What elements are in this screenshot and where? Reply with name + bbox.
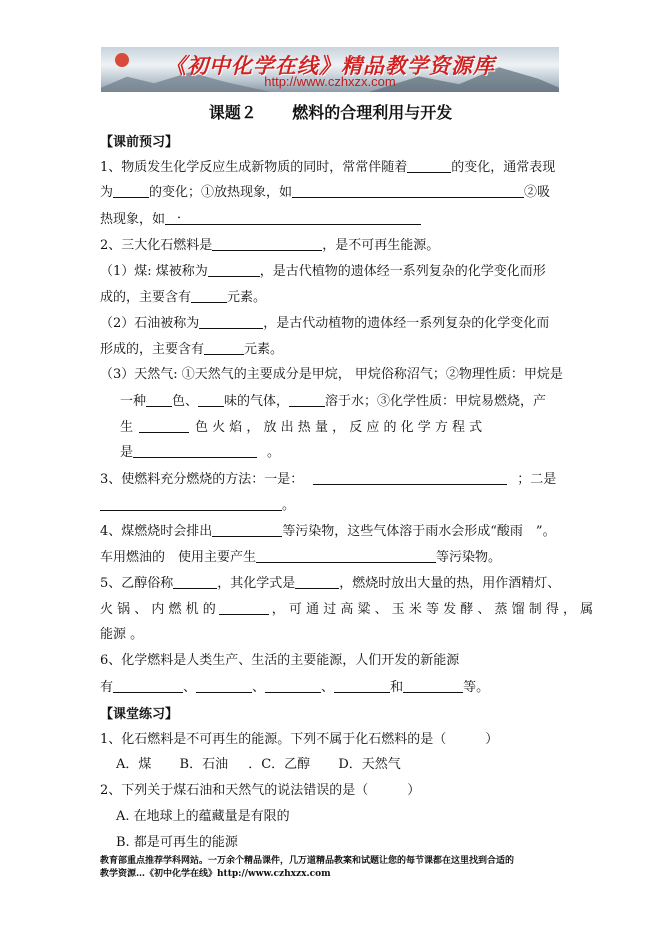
text: 的变化，通常表现 [451, 160, 556, 175]
blank [403, 678, 463, 693]
text: 热现象，如 [100, 212, 166, 227]
text: 元素。 [244, 342, 284, 357]
text: 的变化；①放热现象，如 [149, 185, 293, 200]
text: 等污染物，这些气体溶于雨水会形成“酸雨 ”。 [282, 524, 556, 539]
option-b[interactable]: B．石油 [179, 757, 229, 772]
text: 有 [100, 680, 114, 695]
text: 车用燃油的 使用主要产生 [100, 550, 257, 565]
question-5-line-1 [100, 574, 560, 593]
text: ，是古代动植物的遗体经一系列复杂的化学变化而 [263, 316, 550, 331]
text: 元素。 [227, 290, 267, 305]
footer [100, 855, 570, 881]
text: （3）天然气: ①天然气的主要成分是甲烷， 甲烷俗称沼气；②物理性质：甲烷是 [100, 367, 563, 382]
question-6-line-1 [100, 652, 459, 670]
text: 生 [120, 420, 134, 435]
blank [113, 183, 149, 198]
blank [165, 207, 421, 225]
text: ，是古代植物的遗体经一系列复杂的化学变化而形 [259, 264, 546, 279]
question-2-coal-line-2 [100, 288, 266, 307]
text: 火 锅 、 内 燃 机 的 [100, 602, 216, 617]
text: 、 [321, 680, 335, 695]
question-5-line-2 [100, 600, 593, 619]
text: ；二是 [517, 472, 557, 487]
text: 、 [252, 680, 266, 695]
footer-line-2[interactable]: 教学资源…《初中化学在线》http://www.czhxzx.com [100, 869, 331, 879]
banner-url[interactable]: http://www.czhxzx.com [264, 74, 396, 89]
text: ，燃烧时放出大量的热，用作酒精灯、 [339, 576, 561, 591]
text: 6、化学燃料是人类生产、生活的主要能源，人们开发的新能源 [100, 653, 460, 668]
document-title: 课题２ 燃料的合理利用与开发 [208, 103, 453, 122]
blank [313, 470, 507, 485]
question-2-line-1 [100, 236, 439, 255]
text: （1）煤: 煤被称为 [100, 264, 208, 279]
text: 5、乙醇俗称 [100, 576, 174, 591]
text: 色 火 焰 ， 放 出 热 量 ， 反 应 的 化 学 方 程 式 [195, 420, 483, 435]
text: ． [177, 207, 191, 222]
blank [212, 522, 282, 537]
blank [100, 496, 282, 511]
text: ②吸 [524, 185, 551, 200]
practice-question-2: 2、下列关于煤石油和天然气的说法错误的是（ ） [100, 783, 421, 798]
text: 1、物质发生化学反应生成新物质的同时，常常伴随着 [100, 160, 408, 175]
text: ，是不可再生能源。 [322, 238, 440, 253]
practice-question-2-option-b[interactable]: B. 都是可再生的能源 [116, 835, 238, 850]
blank [289, 392, 325, 407]
text: 色、 [172, 394, 199, 409]
blank [295, 574, 339, 589]
blank [139, 418, 189, 433]
text: 溶于水；③化学性质：甲烷易燃烧，产 [325, 394, 547, 409]
text: 2、三大化石燃料是 [100, 238, 213, 253]
question-2-gas-line-4 [120, 443, 280, 462]
blank [334, 678, 390, 693]
blank [191, 288, 227, 303]
blank [265, 678, 321, 693]
text: 成的，主要含有 [100, 290, 192, 305]
blank [407, 158, 451, 173]
text: 为 [100, 185, 114, 200]
blank [113, 678, 183, 693]
footer-line-1: 教育部重点推荐学科网站。一万余个精品课件，几万道精品教案和试题让您的每节课都在这里找到合适的 [100, 856, 515, 866]
question-3-line-2 [100, 496, 295, 515]
header-banner [101, 47, 559, 92]
question-1-line-1 [100, 158, 555, 177]
text: 等。 [463, 680, 490, 695]
text: ，其化学式是 [217, 576, 296, 591]
section-heading-preview: 【课前预习】 [100, 135, 179, 150]
text: 味的气体， [224, 394, 290, 409]
blank [256, 548, 436, 563]
text: 3、使燃料充分燃烧的方法：一是： [100, 472, 304, 487]
text: 和 [390, 680, 404, 695]
text: 形成的，主要含有 [100, 342, 205, 357]
blank [212, 236, 322, 251]
text: 4、煤燃烧时会排出 [100, 524, 213, 539]
text: 一种 [120, 394, 147, 409]
question-2-gas-line-3 [120, 418, 560, 437]
question-2-gas-line-2 [120, 392, 546, 411]
blank [173, 574, 217, 589]
blank [133, 443, 257, 458]
blank [219, 600, 269, 615]
blank [196, 678, 252, 693]
text: 等污染物。 [436, 550, 502, 565]
question-1-line-3 [100, 207, 421, 229]
text: 。 [282, 498, 296, 513]
text: ， 可 通 过 高 粱 、 玉 米 等 发 酵 、 蒸 馏 制 得 ， 属 [271, 602, 594, 617]
question-2-gas-line-1 [100, 366, 563, 384]
section-heading-practice: 【课堂练习】 [100, 707, 179, 722]
question-4-line-2 [100, 548, 501, 567]
question-4-line-1 [100, 522, 556, 541]
blank [198, 392, 224, 407]
practice-question-1-options [116, 756, 401, 774]
question-5-line-3 [100, 626, 143, 644]
blank [199, 314, 263, 329]
practice-question-2-option-a[interactable]: A. 在地球上的蕴藏量是有限的 [116, 809, 290, 824]
option-c[interactable]: ．C．乙醇 [248, 757, 311, 772]
question-3-line-1 [100, 470, 556, 489]
question-2-oil-line-2 [100, 340, 283, 359]
practice-question-1: 1、化石燃料是不可再生的能源。下列不属于化石燃料的是（ ） [100, 732, 499, 747]
text: 、 [183, 680, 197, 695]
text: 。 [267, 445, 281, 460]
option-a[interactable]: A．煤 [116, 757, 152, 772]
text: 能源 。 [100, 627, 144, 642]
question-6-line-2 [100, 678, 489, 697]
banner-title: 《初中化学在线》精品教学资源库 [165, 53, 495, 78]
blank [146, 392, 172, 407]
text: 是 [120, 445, 134, 460]
blank [292, 183, 524, 198]
question-2-oil-line-1 [100, 314, 549, 333]
blank [204, 340, 244, 355]
text: （2）石油被称为 [100, 316, 200, 331]
blank [208, 262, 260, 277]
question-1-line-2 [100, 183, 550, 202]
question-2-coal-line-1 [100, 262, 546, 281]
option-d[interactable]: D．天然气 [338, 757, 401, 772]
